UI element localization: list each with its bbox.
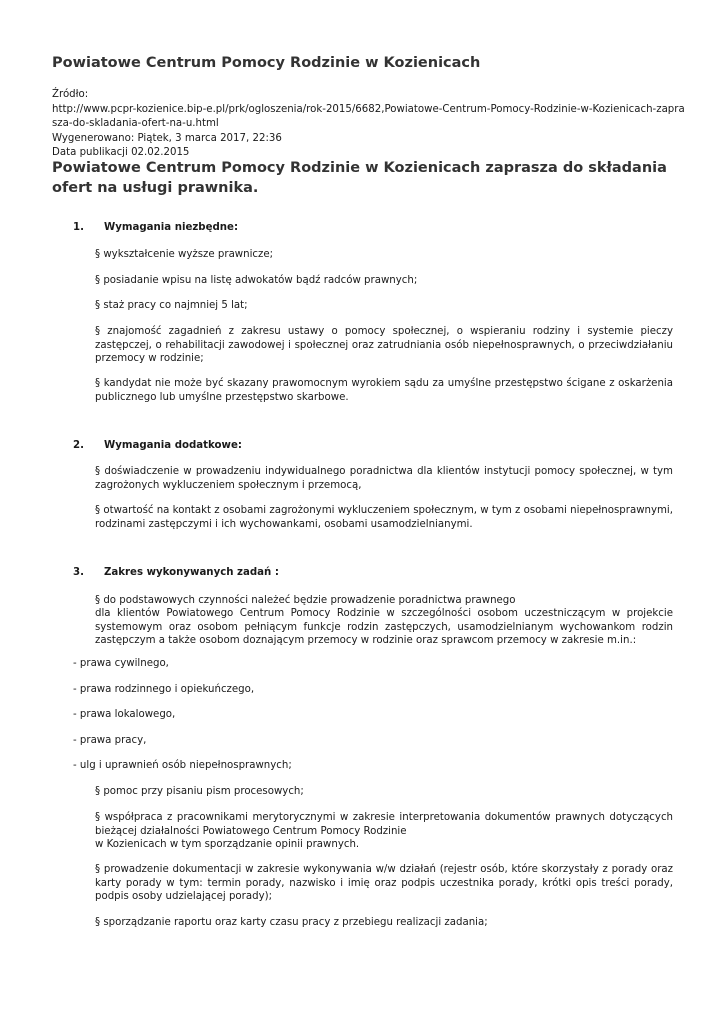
document-title: Powiatowe Centrum Pomocy Rodzinie w Kozienicach xyxy=(52,55,481,71)
section-number: 2. xyxy=(73,440,84,451)
list-item: § pomoc przy pisaniu pism procesowych; xyxy=(95,786,304,797)
list-item: § znajomość zagadnień z zakresu ustawy o pomocy społecznej, o wspieraniu rodziny i systemie pieczy zastępczej, o rehabilitacji zawodowej i społecznej oraz zatrudniania osób niepełnosprawnych, o przeciwdziałaniu przemocy w rodzinie; xyxy=(95,326,673,364)
list-item: § otwartość na kontakt z osobami zagrożonymi wykluczeniem społecznym, w tym z osobami niepełnosprawnymi, rodzinami zastępczymi i ich wychowankami, osobami usamodzielnianymi. xyxy=(95,505,673,530)
generated-date: Wygenerowano: Piątek, 3 marca 2017, 22:36 xyxy=(52,132,282,144)
source-url-line-1[interactable]: http://www.pcpr-kozienice.bip-e.pl/prk/ogloszenia/rok-2015/6682,Powiatowe-Centrum-Pomocy-Rodzinie-w-Kozienicach-zapra xyxy=(52,103,685,115)
list-item: § doświadczenie w prowadzeniu indywidualnego poradnictwa dla klientów instytucji pomocy społecznej, w tym zagrożonych wykluczeniem społecznym i przemocą, xyxy=(95,466,673,491)
law-area-item: - prawa cywilnego, xyxy=(73,658,169,669)
law-area-item: - prawa rodzinnego i opiekuńczego, xyxy=(73,684,255,695)
list-item: § sporządzanie raportu oraz karty czasu pracy z przebiegu realizacji zadania; xyxy=(95,917,488,928)
section-number: 1. xyxy=(73,222,84,233)
section-number: 3. xyxy=(73,567,84,578)
task-intro-line: § do podstawowych czynności należeć będzie prowadzenie poradnictwa prawnego xyxy=(95,595,516,606)
list-item-continuation: w Kozienicach w tym sporządzanie opinii prawnych. xyxy=(95,839,360,850)
section-heading-label: Wymagania dodatkowe: xyxy=(104,440,242,451)
publication-date: Data publikacji 02.02.2015 xyxy=(52,147,190,158)
list-item: § współpraca z pracownikami merytorycznymi w zakresie interpretowania dokumentów prawnych dotyczących bieżącej działalności Powiatowego Centrum Pomocy Rodzinie xyxy=(95,812,673,837)
list-item: § staż pracy co najmniej 5 lat; xyxy=(95,300,248,311)
list-item: § prowadzenie dokumentacji w zakresie wykonywania w/w działań (rejestr osób, które skorzystały z porady oraz karty porady w tym: termin porady, nazwisko i imię oraz podpis uczestnika porady, krótki opis treści porady, podpis osoby udzielającej porady); xyxy=(95,864,673,902)
law-area-item: - ulg i uprawnień osób niepełnosprawnych; xyxy=(73,760,292,771)
list-item: § kandydat nie może być skazany prawomocnym wyrokiem sądu za umyślne przestępstwo ścigane z oskarżenia publicznego lub umyślne przestępstwo skarbowe. xyxy=(95,378,673,403)
source-url-line-2[interactable]: sza-do-skladania-ofert-na-u.html xyxy=(52,118,219,129)
task-intro-text: dla klientów Powiatowego Centrum Pomocy Rodzinie w szczególności osobom uczestniczącym w projekcie systemowym oraz osobom pełniącym funkcje rodzin zastępczych, usamodzielnianym wychowankom rodzin zastępczym a także osobom doznającym przemocy w rodzinie oraz sprawcom przemocy w zakresie m.in.: xyxy=(95,608,673,646)
law-area-item: - prawa lokalowego, xyxy=(73,709,176,720)
list-item: § wykształcenie wyższe prawnicze; xyxy=(95,249,274,260)
section-heading-label: Wymagania niezbędne: xyxy=(104,222,239,233)
source-label: Źródło: xyxy=(52,89,89,100)
document-meta xyxy=(52,88,685,161)
section-heading-label: Zakres wykonywanych zadań : xyxy=(104,567,279,578)
announcement-title: Powiatowe Centrum Pomocy Rodzinie w Kozienicach zaprasza do składania ofert na usługi prawnika. xyxy=(52,160,667,196)
list-item: § posiadanie wpisu na listę adwokatów bądź radców prawnych; xyxy=(95,275,418,286)
law-area-item: - prawa pracy, xyxy=(73,735,147,746)
